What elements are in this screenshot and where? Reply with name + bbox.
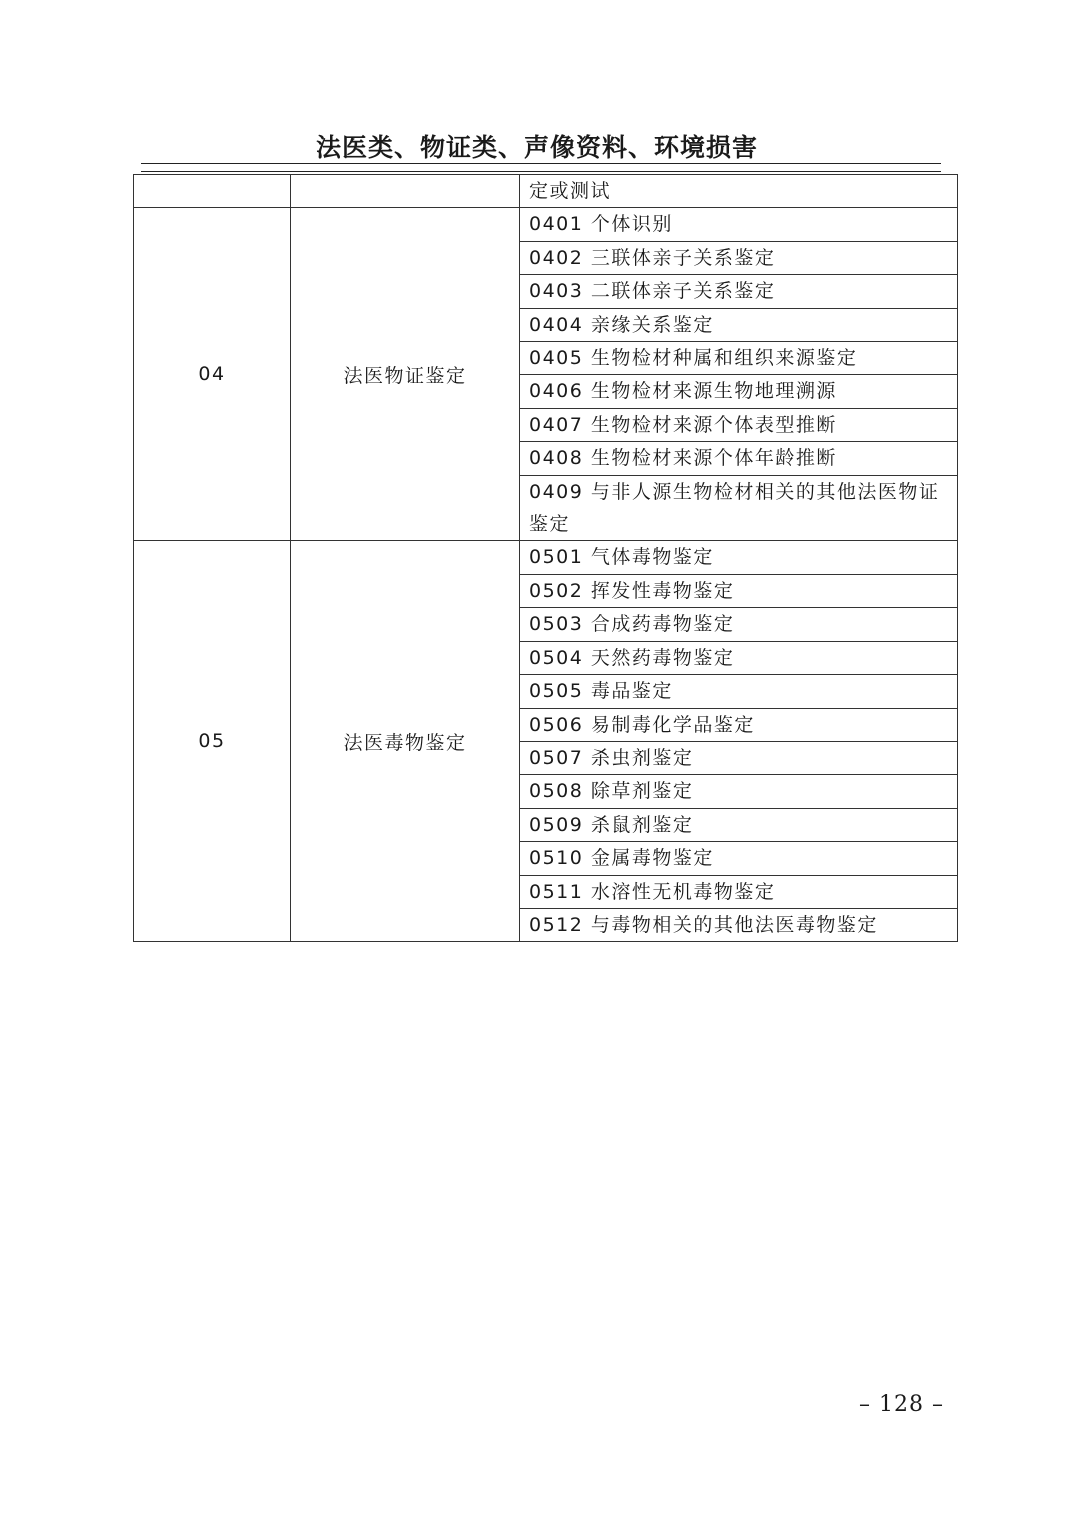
item-cell: 0509 杀鼠剂鉴定 <box>520 808 958 841</box>
header-rule-top <box>141 163 941 164</box>
item-cell: 0511 水溶性无机毒物鉴定 <box>520 875 958 908</box>
continuation-name-cell <box>291 175 520 208</box>
table-row <box>134 208 958 241</box>
item-cell: 0404 亲缘关系鉴定 <box>520 308 958 341</box>
continuation-item-cell: 定或测试 <box>520 175 958 208</box>
classification-table <box>133 174 958 942</box>
item-cell: 0401 个体识别 <box>520 208 958 241</box>
item-cell: 0506 易制毒化学品鉴定 <box>520 708 958 741</box>
item-cell: 0406 生物检材来源生物地理溯源 <box>520 375 958 408</box>
item-cell: 0510 金属毒物鉴定 <box>520 842 958 875</box>
item-cell: 0507 杀虫剂鉴定 <box>520 741 958 774</box>
page-number: – 128 – <box>859 1392 944 1417</box>
item-cell: 0405 生物检材种属和组织来源鉴定 <box>520 342 958 375</box>
group-code: 05 <box>134 541 291 942</box>
item-cell: 0407 生物检材来源个体表型推断 <box>520 408 958 441</box>
item-cell: 0505 毒品鉴定 <box>520 675 958 708</box>
page-header-title: 法医类、物证类、声像资料、环境损害 <box>315 133 758 162</box>
item-cell: 0402 三联体亲子关系鉴定 <box>520 241 958 274</box>
group-name: 法医毒物鉴定 <box>291 541 520 942</box>
item-cell: 0408 生物检材来源个体年龄推断 <box>520 442 958 475</box>
item-cell: 0503 合成药毒物鉴定 <box>520 608 958 641</box>
table-row-continuation <box>134 175 958 208</box>
header-rule-bottom <box>141 171 941 172</box>
item-cell: 0512 与毒物相关的其他法医毒物鉴定 <box>520 908 958 941</box>
table-row <box>134 541 958 574</box>
item-cell: 0504 天然药毒物鉴定 <box>520 641 958 674</box>
item-cell: 0501 气体毒物鉴定 <box>520 541 958 574</box>
item-cell: 0508 除草剂鉴定 <box>520 775 958 808</box>
continuation-code-cell <box>134 175 291 208</box>
item-cell: 0409 与非人源生物检材相关的其他法医物证鉴定 <box>520 475 958 541</box>
item-cell: 0502 挥发性毒物鉴定 <box>520 574 958 607</box>
item-cell: 0403 二联体亲子关系鉴定 <box>520 275 958 308</box>
group-name: 法医物证鉴定 <box>291 208 520 541</box>
group-code: 04 <box>134 208 291 541</box>
